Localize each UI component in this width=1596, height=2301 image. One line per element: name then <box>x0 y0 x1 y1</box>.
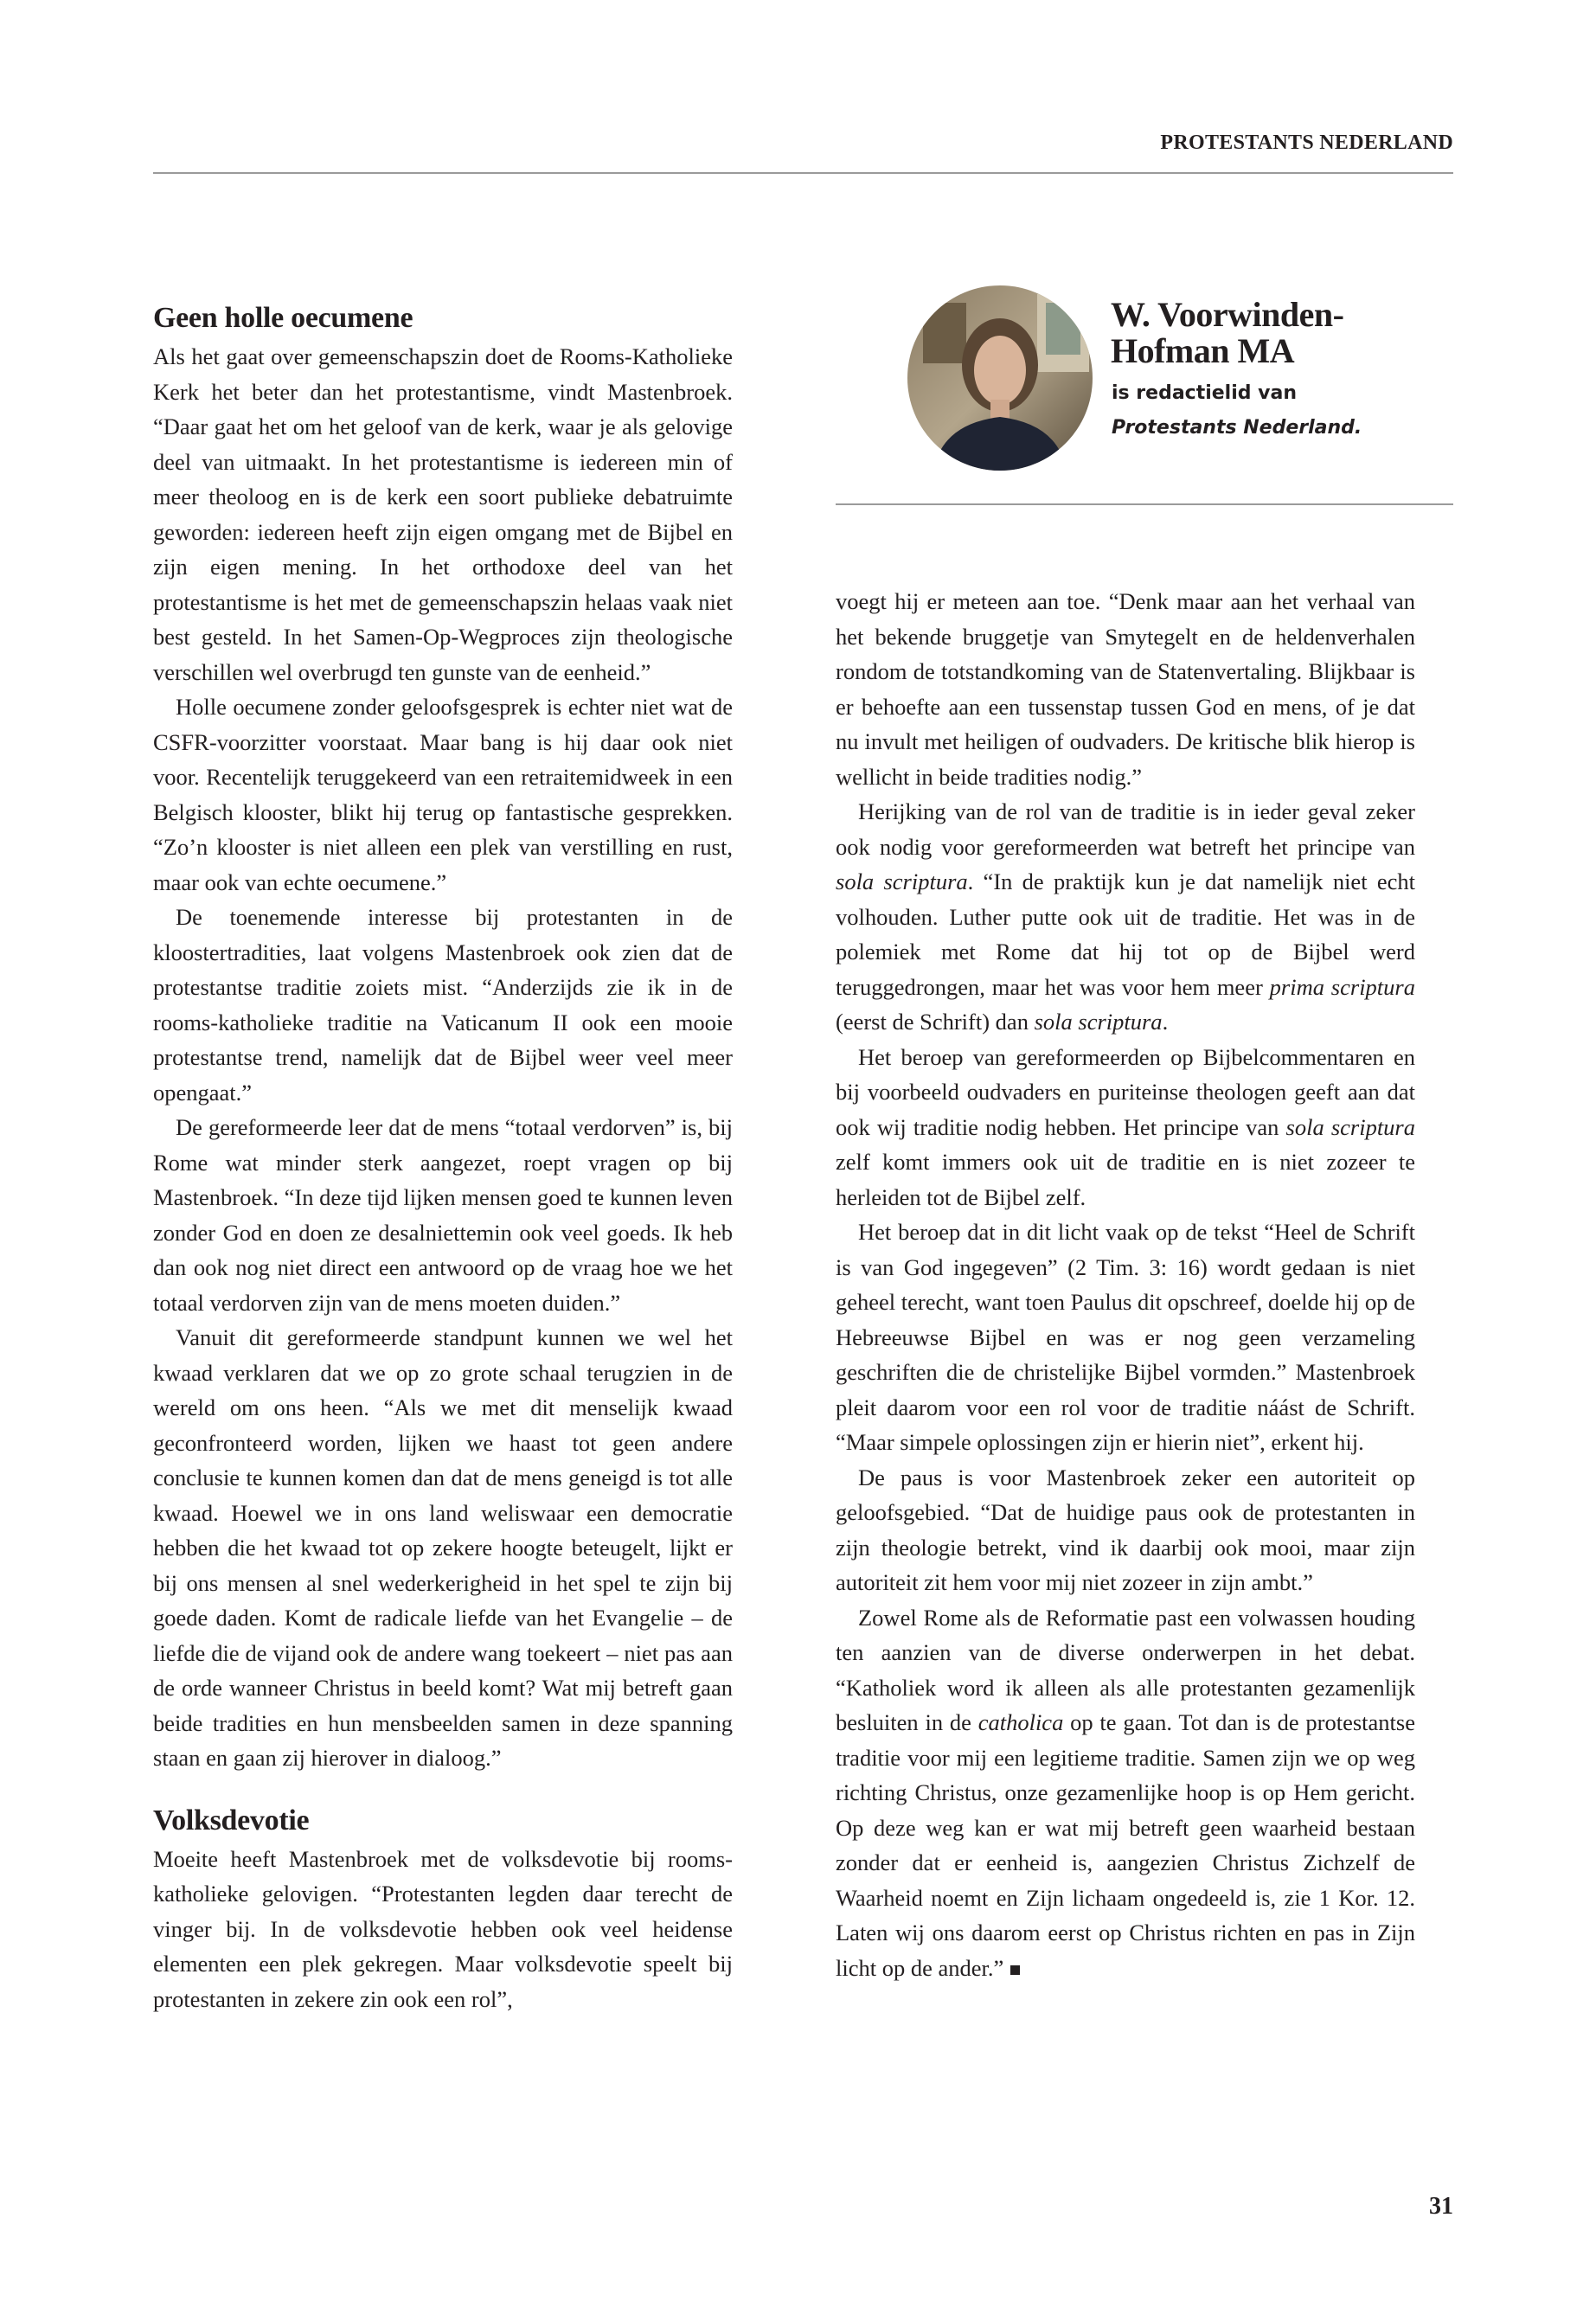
left-column <box>153 298 733 2016</box>
author-name: W. Voorwinden- Hofman MA <box>1111 295 1344 370</box>
paragraph: Holle oecumene zonder geloofsgesprek is echter niet wat de CSFR-voorzitter voorstaat. Maar bang is hij daar ook niet voor. Recentelijk teruggekeerd van een retraitemidweek in een Belgisch klooster, blikt hij terug op fantastische gesprekken. “Zo’n klooster is niet alleen een plek van verstilling en rust, maar ook van echte oecumene.” <box>153 694 733 895</box>
section-heading-geen-holle-oecumene: Geen holle oecumene <box>153 302 413 334</box>
page-number: 31 <box>1429 2193 1453 2220</box>
paragraph: De paus is voor Mastenbroek zeker een autoriteit op geloofsgebied. “Dat de huidige paus ook de protestanten in zijn theologie betrekt, vind ik daarbij ook mooi, maar zijn autoriteit zit hem voor mij niet zozeer in zijn ambt.” <box>836 1464 1415 1595</box>
paragraph: De gereformeerde leer dat de mens “totaal verdorven” is, bij Rome wat minder sterk aangezet, roept vragen op bij Mastenbroek. “In deze tijd lijken mensen goed te kunnen leven zonder God en doen ze desalniettemin ook veel goeds. Ik heb dan ook nog niet direct een antwoord op de vraag hoe we het totaal verdorven zijn van de mens moeten duiden.” <box>153 1114 733 1316</box>
right-column <box>836 584 1415 1985</box>
paragraph: Als het gaat over gemeenschapszin doet de Rooms-Katholieke Kerk het beter dan het protestantisme, vindt Mastenbroek. “Daar gaat het om het geloof van de kerk, waar je als gelovige deel van uitmaakt. In het protestantisme is iedereen min of meer theoloog en is de kerk een soort publieke debatruimte geworden: iedereen heeft zijn eigen omgang met de Bijbel en zijn eigen mening. In het orthodoxe deel van het protestantisme is het met de gemeenschapszin helaas vaak niet best gesteld. In het Samen-Op-Wegproces zijn theologische verschillen wel overbrugd ten gunste van de eenheid.” <box>153 343 733 685</box>
paragraph: Het beroep van gereformeerden op Bijbelcommentaren en bij voorbeeld oudvaders en puriteinse theologen geeft aan dat ook wij traditie nodig hebben. Het principe van sola scriptura zelf komt immers ook uit de traditie en is niet zozeer te herleiden tot de Bijbel zelf. <box>836 1043 1415 1210</box>
header-rule <box>153 172 1453 174</box>
paragraph: Moeite heeft Mastenbroek met de volksdevotie bij rooms-katholieke gelovigen. “Protestanten legden daar terecht de vinger bij. In de volksdevotie hebben ook veel heidense elementen een plek gekregen. Maar volksdevotie speelt bij protestanten in zekere zin ook een rol”, <box>153 1845 733 2012</box>
paragraph: De toenemende interesse bij protestanten in de kloostertradities, laat volgens Mastenbroek ook zien dat de protestantse traditie zoiets mist. “Anderzijds zie ik in de rooms-katholieke traditie na Vaticanum II ook een mooie protestantse trend, namelijk dat de Bijbel weer veel meer opengaat.” <box>153 904 733 1106</box>
author-box-rule <box>836 503 1453 505</box>
section-heading-volksdevotie: Volksdevotie <box>153 1804 310 1836</box>
author-photo <box>907 285 1093 471</box>
paragraph: Vanuit dit gereformeerde standpunt kunnen we wel het kwaad verklaren dat we op zo grote schaal terugzien in de wereld om ons heen. “Als we met dit menselijk kwaad geconfronteerd worden, lijken we haast tot geen andere conclusie te kunnen komen dan dat de mens geneigd is tot alle kwaad. Hoewel we in ons land weliswaar een democratie hebben die het kwaad tot op zekere hoogte beteugelt, lijkt er bij ons mensen al snel wederkerigheid in het spel te zijn bij goede daden. Komt de radicale liefde van het Evangelie – de liefde die de vijand ook de andere wang toekeert – niet pas aan de orde wanneer Christus in beeld komt? Wat mij betreft gaan beide tradities en hun mensbeelden samen in deze spanning staan en gaan zij hierover in dialoog.” <box>153 1324 733 1771</box>
magazine-name: Protestants Nederland. <box>1112 417 1362 439</box>
end-mark-icon <box>1010 1965 1020 1975</box>
paragraph: voegt hij er meteen aan toe. “Denk maar aan het verhaal van het bekende bruggetje van Smytegelt en de heldenverhalen rondom de totstandkoming van de Statenvertaling. Blijkbaar is er behoefte aan een tussenstap tussen God en mens, of je dat nu invult met heiligen of oudvaders. De kritische blik hierop is wellicht in beide tradities nodig.” <box>836 588 1415 790</box>
paragraph: Herijking van de rol van de traditie is in ieder geval zeker ook nodig voor gereformeerden wat betreft het principe van sola scriptura. “In de praktijk kun je dat namelijk niet echt volhouden. Luther putte ook uit de traditie. Het was in de polemiek met Rome dat hij tot op de Bijbel werd teruggedrongen, maar het was voor hem meer prima scriptura (eerst de Schrift) dan sola scriptura. <box>836 798 1415 1035</box>
author-role: is redactielid van Protestants Nederland. <box>1112 376 1475 445</box>
running-head: PROTESTANTS NEDERLAND <box>1160 131 1453 154</box>
paragraph: Het beroep dat in dit licht vaak op de tekst “Heel de Schrift is van God ingegeven” (2 Tim. 3: 16) wordt gedaan is niet geheel terecht, want toen Paulus dit opschreef, doelde hij op de Hebreeuwse Bijbel en was er nog geen verzameling geschriften die de christelijke Bijbel vormden.” Mastenbroek pleit daarom voor een rol voor de traditie náást de Schrift. “Maar simpele oplossingen zijn er hierin niet”, erkent hij. <box>836 1219 1415 1455</box>
paragraph: Zowel Rome als de Reformatie past een volwassen houding ten aanzien van de diverse onderwerpen in het debat. “Katholiek word ik alleen als alle protestanten gezamenlijk besluiten in de catholica op te gaan. Tot dan is de protestantse traditie voor mij een legitieme traditie. Samen zijn we op weg richting Christus, onze gezamenlijke hoop is op Hem gericht. Op deze weg kan er wat mij betreft geen waarheid bestaan zonder dat er eenheid is, aangezien Christus Zichzelf de Waarheid noemt en Zijn lichaam ongedeeld is, zie 1 Kor. 12. Laten wij ons daarom eerst op Christus richten en pas in Zijn licht op de ander.” <box>836 1604 1415 1981</box>
